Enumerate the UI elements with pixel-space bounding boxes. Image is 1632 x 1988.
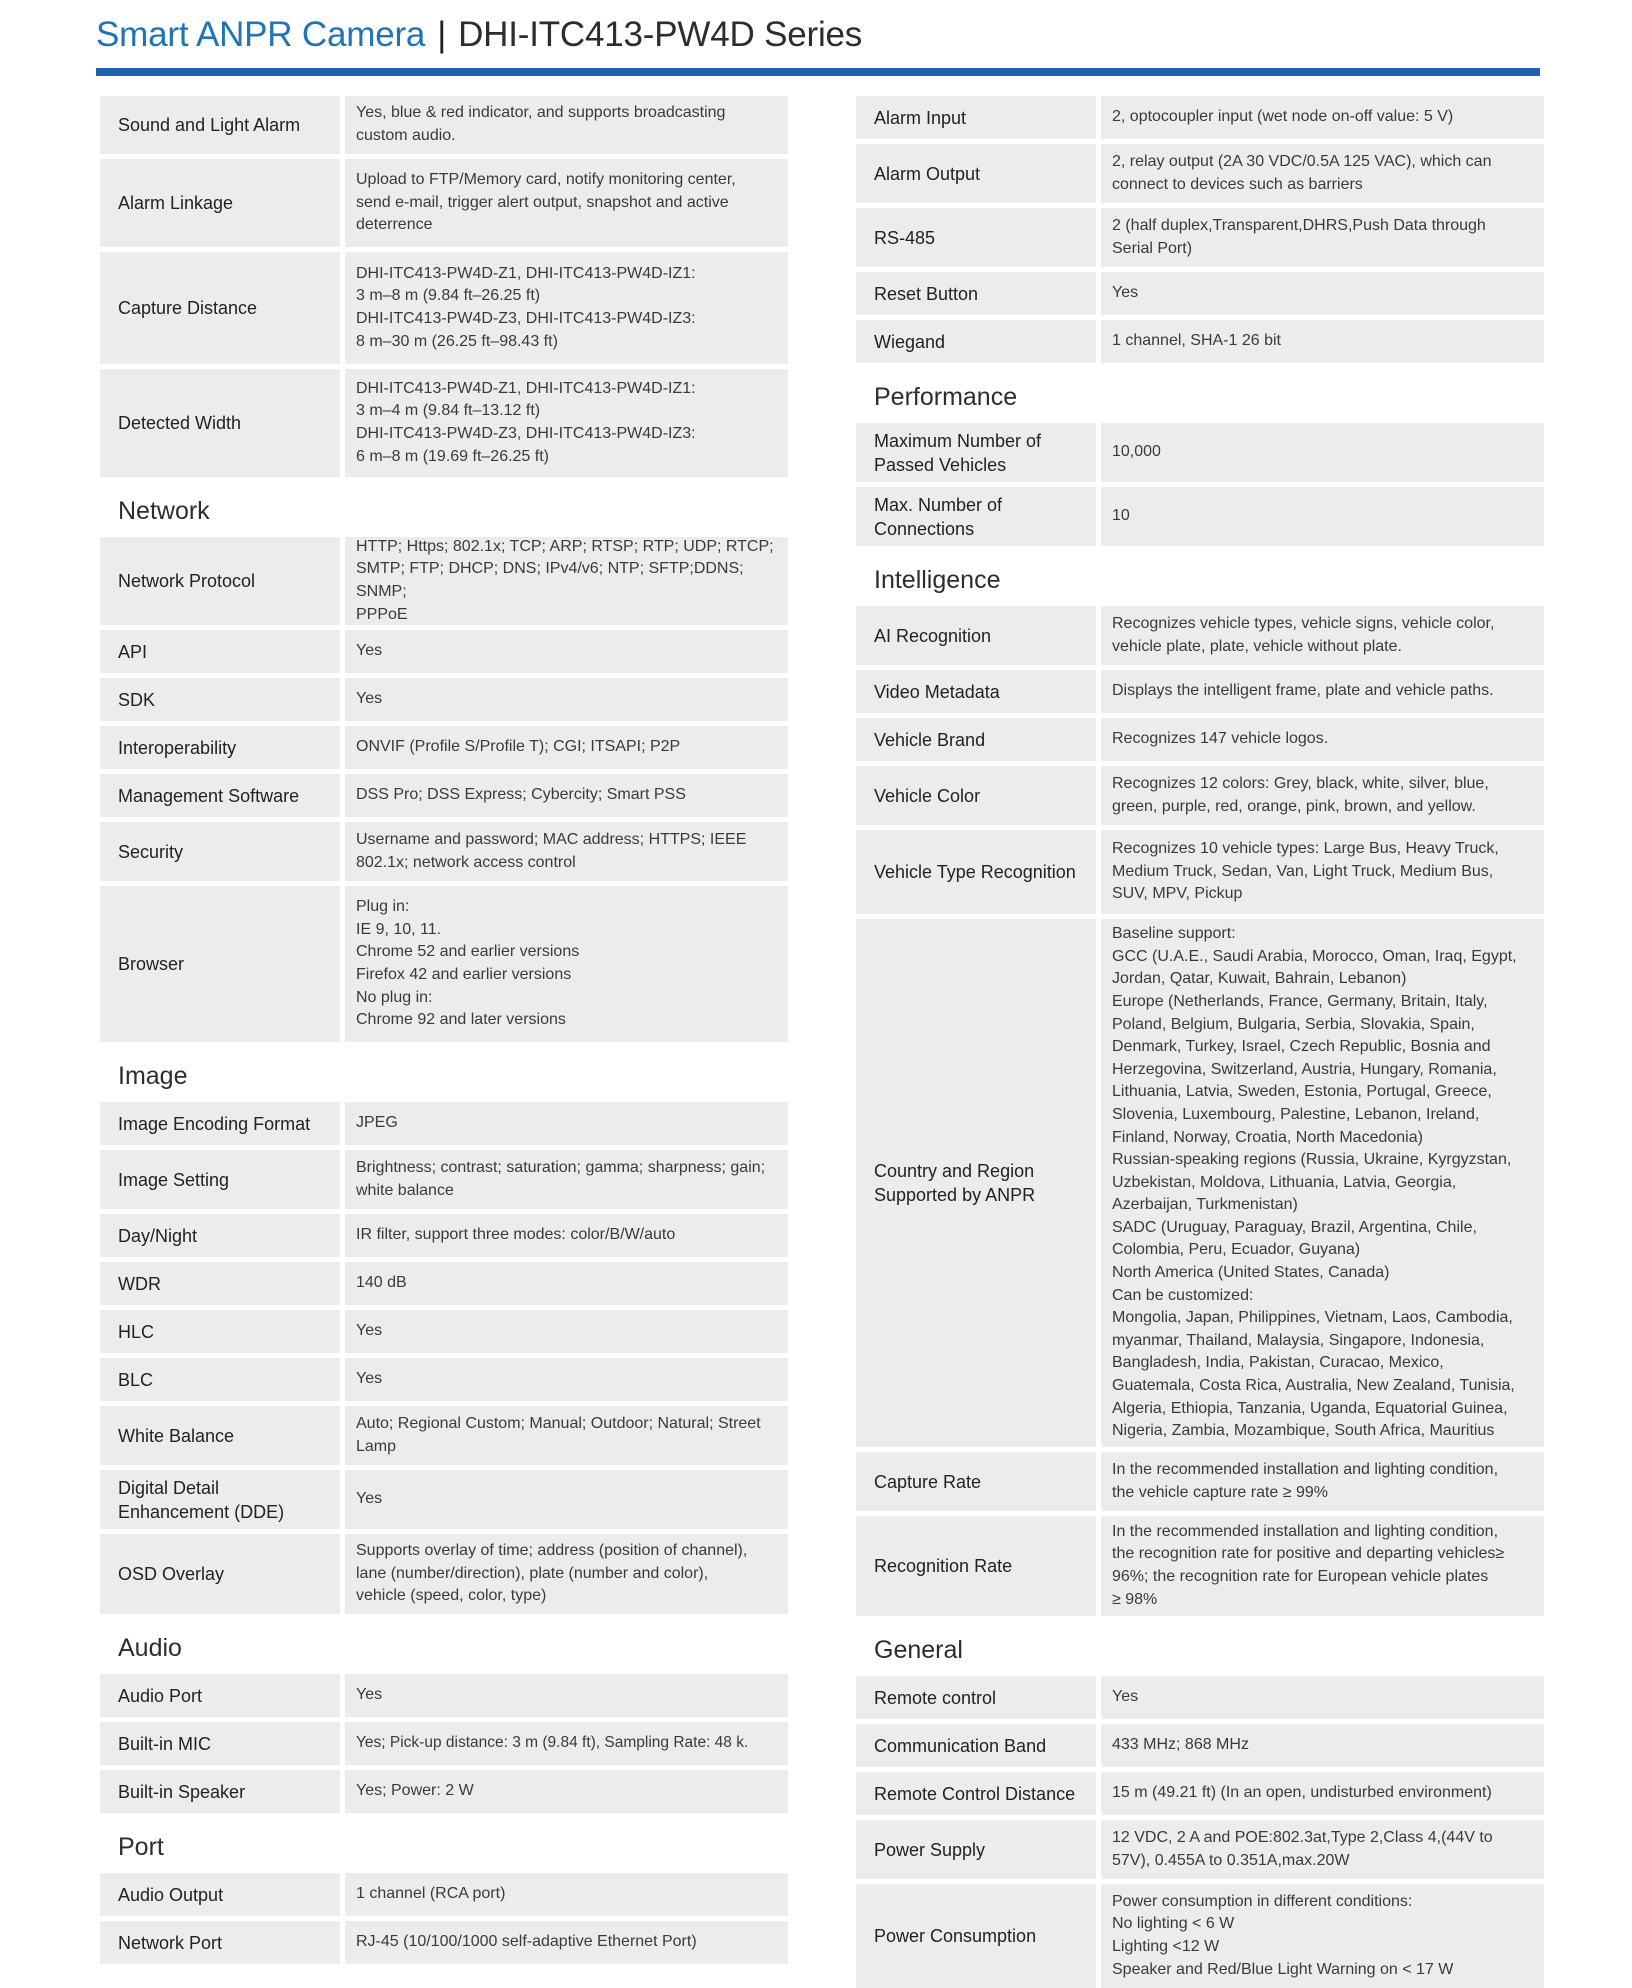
spec-label: Built-in MIC [100, 1722, 340, 1765]
section-title-image: Image [118, 1062, 188, 1090]
right-spec-column [856, 96, 1544, 1988]
spec-value: Yes [1101, 1676, 1544, 1719]
spec-value: 433 MHz; 868 MHz [1101, 1724, 1544, 1767]
spec-row-vehicle-type-recognition [856, 830, 1544, 914]
spec-label: Capture Distance [100, 252, 340, 364]
spec-value: Recognizes 147 vehicle logos. [1101, 718, 1544, 761]
spec-value: Power consumption in different conditions: No lighting < 6 W Lighting <12 W Speaker and Red/Blue Light Warning on < 17 W [1101, 1884, 1544, 1988]
spec-value: IR filter, support three modes: color/B/W/auto [345, 1214, 788, 1257]
spec-label: Sound and Light Alarm [100, 96, 340, 154]
spec-label: Network Port [100, 1921, 340, 1964]
spec-row-network-port [100, 1921, 788, 1964]
spec-row-hlc [100, 1310, 788, 1353]
spec-value: In the recommended installation and lighting condition, the vehicle capture rate ≥ 99% [1101, 1452, 1544, 1511]
spec-value: DHI-ITC413-PW4D-Z1, DHI-ITC413-PW4D-IZ1: 3 m–8 m (9.84 ft–26.25 ft) DHI-ITC413-PW4D-Z3, DHI-ITC413-PW4D-IZ3: 8 m–30 m (26.25 ft–98.43 ft) [345, 252, 788, 364]
spec-value: 12 VDC, 2 A and POE:802.3at,Type 2,Class 4,(44V to 57V), 0.455A to 0.351A,max.20W [1101, 1820, 1544, 1879]
spec-value: 140 dB [345, 1262, 788, 1305]
spec-value: ONVIF (Profile S/Profile T); CGI; ITSAPI; P2P [345, 726, 788, 769]
spec-value: 10,000 [1101, 423, 1544, 482]
spec-value: Yes, blue & red indicator, and supports broadcasting custom audio. [345, 96, 788, 154]
spec-row-sound-light-alarm [100, 96, 788, 154]
spec-label: Security [100, 822, 340, 881]
spec-label: Audio Output [100, 1873, 340, 1916]
spec-row-max-passed-vehicles [856, 423, 1544, 482]
spec-row-alarm-linkage [100, 159, 788, 247]
spec-row-rs485 [856, 208, 1544, 267]
spec-value: Yes; Power: 2 W [345, 1770, 788, 1813]
spec-row-white-balance [100, 1406, 788, 1465]
spec-label: Management Software [100, 774, 340, 817]
section-title-audio: Audio [118, 1634, 182, 1662]
spec-label: Audio Port [100, 1674, 340, 1717]
spec-row-power-consumption [856, 1884, 1544, 1988]
spec-row-video-metadata [856, 670, 1544, 713]
spec-value: Yes [345, 630, 788, 673]
spec-row-ai-recognition [856, 606, 1544, 665]
spec-row-audio-port [100, 1674, 788, 1717]
spec-value: Displays the intelligent frame, plate and vehicle paths. [1101, 670, 1544, 713]
spec-row-security [100, 822, 788, 881]
spec-label: Image Encoding Format [100, 1102, 340, 1145]
spec-value: 2 (half duplex,Transparent,DHRS,Push Data through Serial Port) [1101, 208, 1544, 267]
spec-value: 2, optocoupler input (wet node on-off value: 5 V) [1101, 96, 1544, 139]
spec-value: 1 channel, SHA-1 26 bit [1101, 320, 1544, 363]
spec-label: Built-in Speaker [100, 1770, 340, 1813]
spec-label: Vehicle Brand [856, 718, 1096, 761]
spec-row-country-region-anpr [856, 919, 1544, 1447]
spec-label: Country and Region Supported by ANPR [856, 919, 1096, 1447]
spec-row-osd-overlay [100, 1534, 788, 1614]
spec-label: Day/Night [100, 1214, 340, 1257]
spec-row-dde [100, 1470, 788, 1529]
left-spec-column [100, 96, 788, 1964]
series-name: DHI-ITC413-PW4D Series [458, 15, 863, 54]
spec-value: 15 m (49.21 ft) (In an open, undisturbed environment) [1101, 1772, 1544, 1815]
spec-row-remote-control-distance [856, 1772, 1544, 1815]
spec-row-max-connections [856, 487, 1544, 546]
spec-label: OSD Overlay [100, 1534, 340, 1614]
spec-label: Alarm Linkage [100, 159, 340, 247]
spec-label: Alarm Output [856, 144, 1096, 203]
spec-label: Image Setting [100, 1150, 340, 1209]
spec-label: Remote Control Distance [856, 1772, 1096, 1815]
spec-row-management-software [100, 774, 788, 817]
spec-value: 10 [1101, 487, 1544, 546]
spec-row-image-encoding-format [100, 1102, 788, 1145]
spec-label: Communication Band [856, 1724, 1096, 1767]
spec-row-wiegand [856, 320, 1544, 363]
spec-label: HLC [100, 1310, 340, 1353]
spec-value: Auto; Regional Custom; Manual; Outdoor; Natural; Street Lamp [345, 1406, 788, 1465]
spec-label: API [100, 630, 340, 673]
spec-value: Yes [345, 1310, 788, 1353]
spec-label: Detected Width [100, 369, 340, 477]
spec-label: Maximum Number of Passed Vehicles [856, 423, 1096, 482]
section-title-port: Port [118, 1833, 164, 1861]
spec-label: Browser [100, 886, 340, 1042]
spec-row-capture-distance [100, 252, 788, 364]
spec-row-communication-band [856, 1724, 1544, 1767]
spec-value: Recognizes 12 colors: Grey, black, white, silver, blue, green, purple, red, orange, pink, brown, and yellow. [1101, 766, 1544, 825]
spec-label: WDR [100, 1262, 340, 1305]
spec-row-image-setting [100, 1150, 788, 1209]
spec-label: Remote control [856, 1676, 1096, 1719]
spec-value: Brightness; contrast; saturation; gamma; sharpness; gain; white balance [345, 1150, 788, 1209]
spec-value: RJ-45 (10/100/1000 self-adaptive Ethernet Port) [345, 1921, 788, 1964]
spec-value: Yes [1101, 272, 1544, 315]
header-separator: | [437, 15, 447, 54]
spec-row-reset-button [856, 272, 1544, 315]
spec-value: Yes [345, 1470, 788, 1529]
spec-row-alarm-output [856, 144, 1544, 203]
spec-value: HTTP; Https; 802.1x; TCP; ARP; RTSP; RTP; UDP; RTCP; SMTP; FTP; DHCP; DNS; IPv4/v6; NTP; SFTP;DDNS; SNMP; PPPoE [345, 537, 788, 625]
spec-label: Interoperability [100, 726, 340, 769]
spec-label: SDK [100, 678, 340, 721]
spec-row-browser [100, 886, 788, 1042]
product-name: Smart ANPR Camera [96, 15, 426, 54]
spec-label: Digital Detail Enhancement (DDE) [100, 1470, 340, 1529]
spec-row-api [100, 630, 788, 673]
header-rule [96, 68, 1540, 76]
spec-value: Yes [345, 1674, 788, 1717]
spec-label: Video Metadata [856, 670, 1096, 713]
spec-value: 2, relay output (2A 30 VDC/0.5A 125 VAC), which can connect to devices such as barriers [1101, 144, 1544, 203]
spec-label: Network Protocol [100, 537, 340, 625]
spec-label: Reset Button [856, 272, 1096, 315]
spec-value: Yes [345, 1358, 788, 1401]
spec-row-alarm-input [856, 96, 1544, 139]
spec-row-audio-output [100, 1873, 788, 1916]
spec-value: Username and password; MAC address; HTTPS; IEEE 802.1x; network access control [345, 822, 788, 881]
spec-label: AI Recognition [856, 606, 1096, 665]
spec-row-wdr [100, 1262, 788, 1305]
spec-label: Wiegand [856, 320, 1096, 363]
spec-row-network-protocol [100, 537, 788, 625]
spec-row-remote-control [856, 1676, 1544, 1719]
spec-value: Upload to FTP/Memory card, notify monitoring center, send e-mail, trigger alert output, snapshot and active deterrence [345, 159, 788, 247]
spec-row-built-in-speaker [100, 1770, 788, 1813]
spec-row-detected-width [100, 369, 788, 477]
spec-value: Yes; Pick-up distance: 3 m (9.84 ft), Sampling Rate: 48 k. [345, 1722, 788, 1765]
spec-row-blc [100, 1358, 788, 1401]
spec-value: Recognizes 10 vehicle types: Large Bus, Heavy Truck, Medium Truck, Sedan, Van, Light Truck, Medium Bus, SUV, MPV, Pickup [1101, 830, 1544, 914]
spec-label: Vehicle Color [856, 766, 1096, 825]
spec-value: JPEG [345, 1102, 788, 1145]
spec-value: Baseline support: GCC (U.A.E., Saudi Arabia, Morocco, Oman, Iraq, Egypt, Jordan, Qatar, Kuwait, Bahrain, Lebanon) Europe (Netherlands, France, Germany, Britain, Italy, Poland, Belgium, Bulgaria, Serbia, Slovakia, Spain, Denmark, Turkey, Israel, Czech Republic, Bosnia and Herzegovina, Switzerland, Austria, Hungary, Romania, Lithuania, Latvia, Sweden, Estonia, Portugal, Greece, Slovenia, Luxembourg, Palestine, Lebanon, Ireland, Finland, Norway, Croatia, North Macedonia) Russian-speaking regions (Russia, Ukraine, Kyrgyzstan, Uzbekistan, Moldova, Lithuania, Latvia, Georgia, Azerbaijan, Turkmenistan) SADC (Uruguay, Paraguay, Brazil, Argentina, Chile, Colombia, Peru, Ecuador, Guyana) North America (United States, Canada) Can be customized: Mongolia, Japan, Philippines, Vietnam, Laos, Cambodia, myanmar, Thailand, Malaysia, Singapore, Indonesia, Bangladesh, India, Pakistan, Curacao, Mexico, Guatemala, Costa Rica, Australia, New Zealand, Tunisia, Algeria, Ethiopia, Tanzania, Uganda, Equatorial Guinea, Nigeria, Zambia, Mozambique, South Africa, Mauritius [1101, 919, 1544, 1447]
spec-label: Alarm Input [856, 96, 1096, 139]
spec-value: Supports overlay of time; address (position of channel), lane (number/direction), plate (number and color), vehicle (speed, color, type) [345, 1534, 788, 1614]
spec-label: White Balance [100, 1406, 340, 1465]
spec-label: BLC [100, 1358, 340, 1401]
spec-label: Recognition Rate [856, 1516, 1096, 1616]
section-title-intelligence: Intelligence [874, 566, 1001, 594]
section-title-network: Network [118, 497, 210, 525]
spec-row-power-supply [856, 1820, 1544, 1879]
spec-label: Max. Number of Connections [856, 487, 1096, 546]
spec-row-day-night [100, 1214, 788, 1257]
spec-value: Plug in: IE 9, 10, 11. Chrome 52 and earlier versions Firefox 42 and earlier versions No plug in: Chrome 92 and later versions [345, 886, 788, 1042]
spec-value: Recognizes vehicle types, vehicle signs, vehicle color, vehicle plate, plate, vehicle without plate. [1101, 606, 1544, 665]
section-title-performance: Performance [874, 383, 1018, 411]
spec-row-vehicle-brand [856, 718, 1544, 761]
spec-row-interoperability [100, 726, 788, 769]
section-title-general: General [874, 1636, 963, 1664]
spec-value: Yes [345, 678, 788, 721]
spec-label: Power Consumption [856, 1884, 1096, 1988]
spec-value: DHI-ITC413-PW4D-Z1, DHI-ITC413-PW4D-IZ1: 3 m–4 m (9.84 ft–13.12 ft) DHI-ITC413-PW4D-Z3, DHI-ITC413-PW4D-IZ3: 6 m–8 m (19.69 ft–26.25 ft) [345, 369, 788, 477]
spec-label: Capture Rate [856, 1452, 1096, 1511]
spec-row-recognition-rate [856, 1516, 1544, 1616]
spec-label: RS-485 [856, 208, 1096, 267]
spec-label: Power Supply [856, 1820, 1096, 1879]
spec-value: In the recommended installation and lighting condition, the recognition rate for positive and departing vehicles≥ 96%; the recognition rate for European vehicle plates ≥ 98% [1101, 1516, 1544, 1616]
spec-value: DSS Pro; DSS Express; Cybercity; Smart PSS [345, 774, 788, 817]
spec-row-built-in-mic [100, 1722, 788, 1765]
spec-label: Vehicle Type Recognition [856, 830, 1096, 914]
page-header [96, 14, 862, 56]
spec-row-sdk [100, 678, 788, 721]
spec-value: 1 channel (RCA port) [345, 1873, 788, 1916]
spec-row-vehicle-color [856, 766, 1544, 825]
spec-row-capture-rate [856, 1452, 1544, 1511]
